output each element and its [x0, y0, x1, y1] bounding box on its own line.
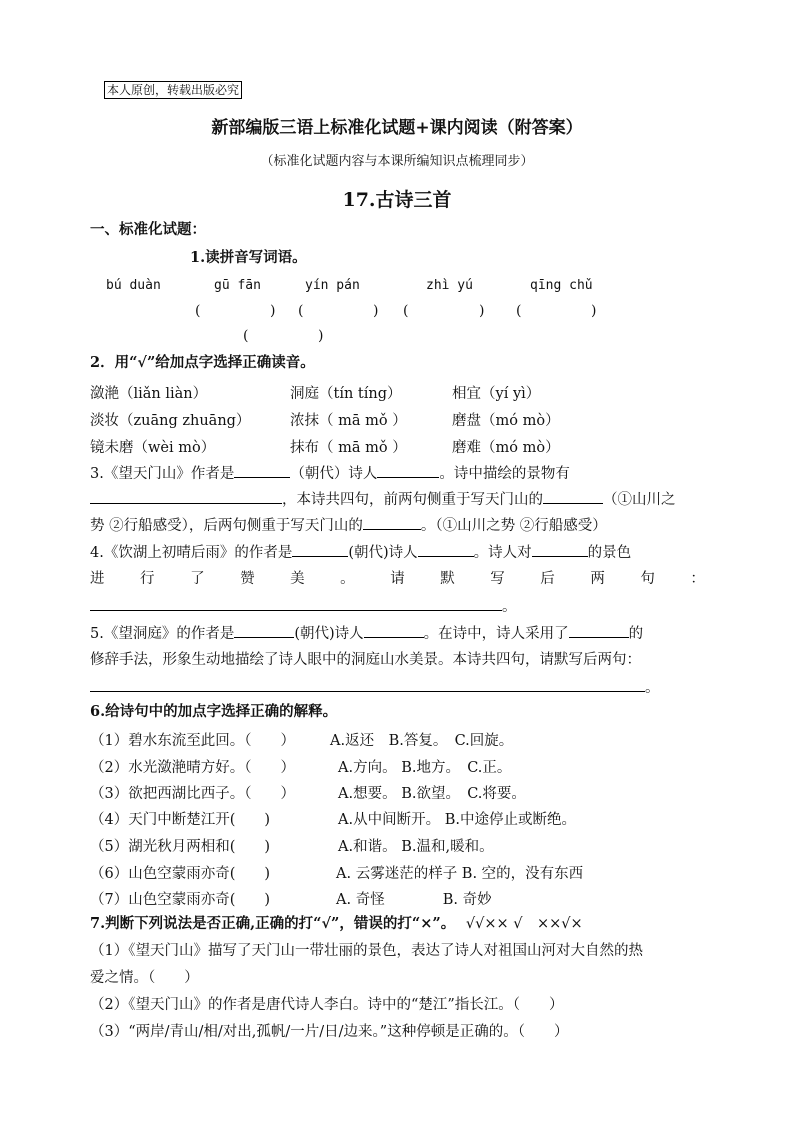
- answer-blank[interactable]: [418, 542, 474, 557]
- q6-options: A.和谐。 B.温和,暖和。: [338, 839, 494, 855]
- pinyin-5: qīng chǔ: [530, 278, 593, 293]
- q4-line-2: 进 行 了 赞 美 。 请 默 写 后 两 句 ：: [90, 571, 705, 587]
- q6-options: A.返还 B.答复。 C.回旋。: [330, 733, 514, 749]
- answer-blank[interactable]: [234, 463, 290, 478]
- copyright-stamp: 本人原创，转载出版必究: [104, 81, 242, 99]
- answer-blank[interactable]: [364, 623, 424, 638]
- q7-heading-line: [90, 914, 705, 934]
- q6-options: A.从中间断开。 B.中途停止或断绝。: [338, 812, 576, 828]
- answer-blank[interactable]: [532, 542, 588, 557]
- answer-blank[interactable]: [363, 515, 421, 530]
- q6-question: （5）湖光秋月两相和( ): [90, 839, 271, 855]
- q4-line-3: 。: [90, 596, 705, 617]
- q2-item: 抹布（ mā mǒ ）: [290, 440, 407, 456]
- answer-blank[interactable]: [90, 596, 502, 611]
- q2-item: 潋滟（liǎn liàn）: [90, 386, 208, 402]
- q2-item: 洞庭（tín tíng）: [290, 386, 402, 402]
- q5-line-2: 修辞手法，形象生动地描绘了诗人眼中的洞庭山水美景。本诗共四句，请默写后两句：: [90, 652, 641, 668]
- answer-bracket-close: ): [591, 303, 597, 319]
- q6-question: （2）水光潋滟晴方好。（ ）: [90, 760, 295, 776]
- answer-bracket-close: ): [270, 303, 276, 319]
- q2-item: 浓抹（ mā mǒ ）: [290, 413, 407, 429]
- q6-question: （3）欲把西湖比西子。（ ）: [90, 786, 295, 802]
- q2-item: 淡妆（zuāng zhuāng）: [90, 413, 251, 429]
- pinyin-3: yín pán: [305, 278, 360, 293]
- q3-line-2: ，本诗共四句，前两句侧重于写天门山的 （①山川之: [90, 489, 705, 510]
- q2-item: 磨盘（mó mò）: [452, 413, 560, 429]
- answer-blank[interactable]: [543, 489, 603, 504]
- document-title: 新部编版三语上标准化试题+课内阅读（附答案）: [211, 118, 583, 138]
- lesson-title: 17.古诗三首: [342, 189, 452, 211]
- answer-blank[interactable]: [90, 677, 645, 692]
- answer-bracket-open: (: [243, 328, 249, 344]
- answer-blank[interactable]: [569, 623, 629, 638]
- q7-answer-key: √√×× √ ××√×: [465, 916, 583, 932]
- q7-item-1: （1）《望天门山》描写了天门山一带壮丽的景色，表达了诗人对祖国山河对大自然的热: [90, 943, 643, 959]
- q6-options: A. 云雾迷茫的样子 B. 空的，没有东西: [336, 866, 584, 882]
- q6-question: （6）山色空蒙雨亦奇( ): [90, 866, 271, 882]
- q6-question: （1）碧水东流至此回。（ ）: [90, 733, 295, 749]
- q7-item-1-cont: 爱之情。（ ）: [90, 970, 199, 986]
- q6-heading: 6.给诗句中的加点字选择正确的解释。: [90, 703, 338, 720]
- q5-line-1: 5.《望洞庭》的作者是 (朝代)诗人 。在诗中，诗人采用了 的: [90, 623, 705, 644]
- answer-blank[interactable]: [90, 489, 282, 504]
- q6-options: A.方向。 B.地方。 C.正。: [338, 760, 512, 776]
- q3-line-1: 3.《望天门山》作者是 （朝代）诗人 。诗中描绘的景物有: [90, 463, 705, 484]
- answer-blank[interactable]: [292, 542, 348, 557]
- q6-options: A. 奇怪 B. 奇妙: [336, 892, 492, 908]
- q4-line-1: 4.《饮湖上初晴后雨》的作者是 (朝代)诗人 。诗人对 的景色: [90, 542, 705, 563]
- q3-line-3: 势 ②行船感受），后两句侧重于写天门山的 。（①山川之势 ②行船感受）: [90, 515, 705, 536]
- document-subtitle: （标准化试题内容与本课所编知识点梳理同步）: [260, 154, 534, 169]
- answer-bracket-open: (: [298, 303, 304, 319]
- answer-bracket-close: ): [318, 328, 324, 344]
- answer-bracket-open: (: [403, 303, 409, 319]
- q5-line-3: 。: [90, 677, 705, 698]
- answer-blank[interactable]: [234, 623, 294, 638]
- q6-options: A.想要。 B.欲望。 C.将要。: [338, 786, 526, 802]
- answer-bracket-open: (: [516, 303, 522, 319]
- pinyin-2: gū fān: [214, 278, 261, 293]
- q7-item-2: （2）《望天门山》的作者是唐代诗人李白。诗中的“楚江”指长江。（ ）: [90, 997, 564, 1013]
- q7-item-3: （3）“两岸/青山/相/对出,孤帆/一片/日/边来。”这种停顿是正确的。（ ）: [90, 1024, 569, 1040]
- answer-blank[interactable]: [377, 463, 439, 478]
- pinyin-4: zhì yú: [426, 278, 473, 293]
- q6-question: （7）山色空蒙雨亦奇( ): [90, 892, 271, 908]
- q6-question: （4）天门中断楚江开( ): [90, 812, 271, 828]
- answer-bracket-close: ): [479, 303, 485, 319]
- q2-item: 相宜（yí yì）: [452, 386, 541, 402]
- q1-heading: 1.读拼音写词语。: [190, 249, 307, 266]
- q2-heading: 2．用“√”给加点字选择正确读音。: [90, 354, 315, 371]
- section-heading: 一、标准化试题：: [90, 221, 206, 238]
- answer-bracket-close: ): [373, 303, 379, 319]
- q2-item: 磨难（mó mò）: [452, 440, 560, 456]
- q7-heading: 7.判断下列说法是否正确,正确的打“√”，错误的打“×”。: [90, 915, 456, 932]
- q2-item: 镜未磨（wèi mò）: [90, 440, 216, 456]
- pinyin-1: bú duàn: [106, 278, 161, 293]
- answer-bracket-open: (: [195, 303, 201, 319]
